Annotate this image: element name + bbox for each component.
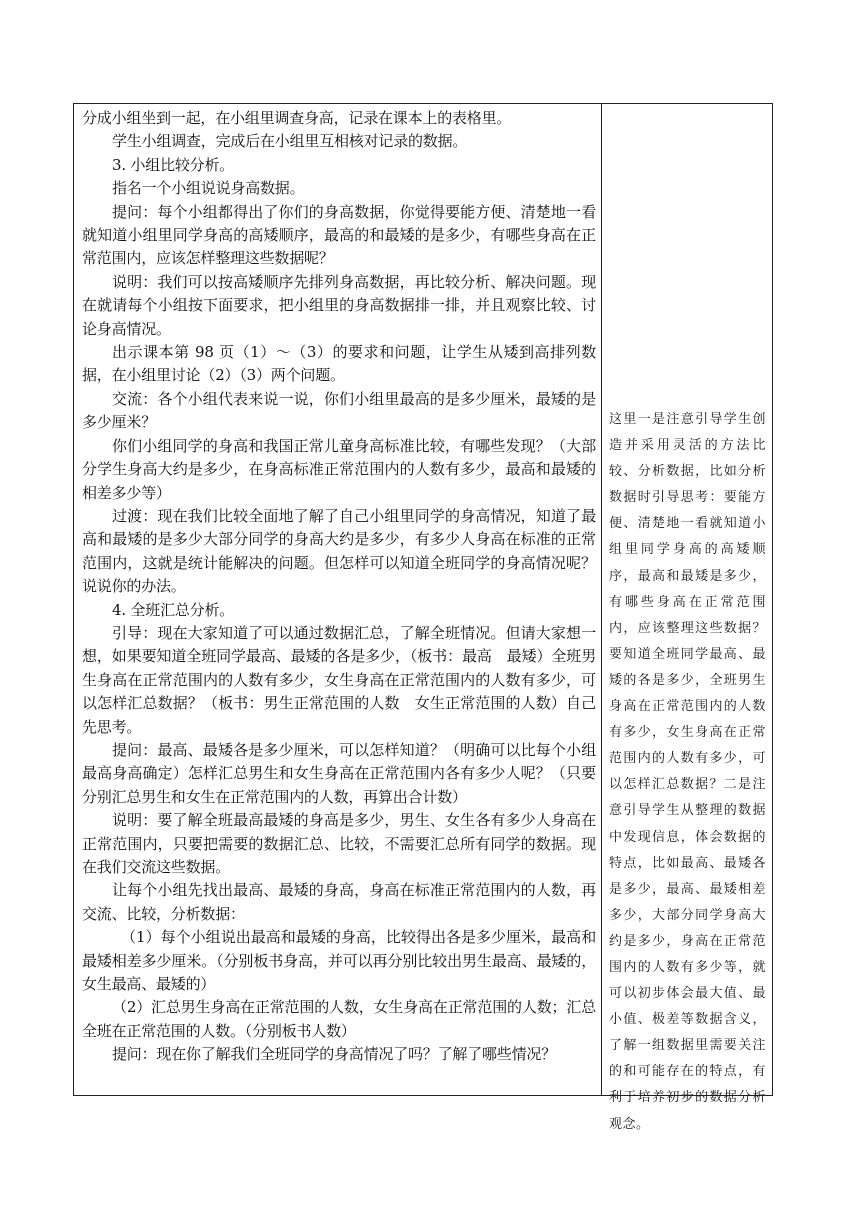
paragraph: 让每个小组先找出最高、最矮的身高，身高在标准正常范围内的人数，再交流、比较，分析数据： <box>82 881 596 923</box>
paragraph: 引导：现在大家知道了可以通过数据汇总，了解全班情况。但请大家想一想，如果要知道全班同学最高、最矮的各是多少，（板书：最高 最矮）全班男生身高在正常范围内的人数有多少，女生身高在正常范围内的人数有多少，可以怎样汇总数据？（板书：男生正常范围的人数 女生正常范围的人数）自己先思考。 <box>82 623 596 736</box>
paragraph: 指名一个小组说说身高数据。 <box>112 179 305 198</box>
lesson-process-cell <box>74 104 602 1095</box>
paragraph: 过渡：现在我们比较全面地了解了自己小组里同学的身高情况，知道了最高和最矮的是多少大部分同学的身高大约是多少，有多少人身高在标准的正常范围内，这就是统计能解决的问题。但怎样可以知道全班同学的身高情况呢？说说你的办法。 <box>82 506 596 596</box>
paragraph: 你们小组同学的身高和我国正常儿童身高标准比较，有哪些发现？（大部分学生身高大约是多少，在身高标准正常范围内的人数有多少，最高和最矮的相差多少等） <box>82 436 596 502</box>
section-heading: 3. 小组比较分析。 <box>112 155 235 174</box>
paragraph: （2）汇总男生身高在正常范围的人数，女生身高在正常范围的人数；汇总全班在正常范围的人数。（分别板书人数） <box>82 998 596 1040</box>
design-note: 这里一是注意引导学生创造并采用灵活的方法比较、分析数据，比如分析数据时引导思考：要能方便、清楚地一看就知道小组里同学身高的高矮顺序，最高和最矮是多少，有哪些身高在正常范围内，应该整理这些数据？要知道全班同学最高、最矮的各是多少，全班男生身高在正常范围内的人数有多少，女生身高在正常范围内的人数有多少，可以怎样汇总数据？二是注意引导学生从整理的数据中发现信息，体会数据的特点，比如最高、最矮各是多少，最高、最矮相差多少，大部分同学身高大约是多少，身高在正常范围内的人数有多少等，就可以初步体会最大值、最小值、极差等数据含义，了解一组数据里需要关注的和可能存在的特点，有利于培养初步的数据分析观念。 <box>609 412 766 1132</box>
paragraph: 学生小组调查，完成后在小组里互相核对记录的数据。 <box>112 132 468 151</box>
lesson-table <box>73 103 773 1132</box>
paragraph: （1）每个小组说出最高和最矮的身高，比较得出各是多少厘米，最高和最矮相差多少厘米。（分别板书身高，并可以再分别比较出男生最高、最矮的，女生最高、最矮的） <box>82 928 596 994</box>
paragraph: 出示课本第 98 页（1）～（3）的要求和问题，让学生从矮到高排列数据，在小组里讨论（2）（3）两个问题。 <box>82 343 596 385</box>
paragraph: 说明：我们可以按高矮顺序先排列身高数据，再比较分析、解决问题。现在就请每个小组按下面要求，把小组里的身高数据排一排，并且观察比较、讨论身高情况。 <box>82 272 596 338</box>
design-intent-cell <box>602 104 772 1132</box>
paragraph: 提问：现在你了解我们全班同学的身高情况了吗？了解了哪些情况？ <box>112 1045 557 1064</box>
paragraph: 说明：要了解全班最高最矮的身高是多少，男生、女生各有多少人身高在正常范围内，只要把需要的数据汇总、比较，不需要汇总所有同学的数据。现在我们交流这些数据。 <box>82 811 596 876</box>
paragraph: 分成小组坐到一起，在小组里调查身高，记录在课本上的表格里。 <box>82 109 512 127</box>
paragraph: 交流：各个小组代表来说一说，你们小组里最高的是多少厘米，最矮的是多少厘米？ <box>82 389 596 432</box>
paragraph: 提问：每个小组都得出了你们的身高数据，你觉得要能方便、清楚地一看就知道小组里同学身高的高矮顺序，最高的和最矮的是多少，有哪些身高在正常范围内，应该怎样整理这些数据呢？ <box>82 202 596 268</box>
section-heading: 4. 全班汇总分析。 <box>112 600 235 619</box>
paragraph: 提问：最高、最矮各是多少厘米，可以怎样知道？（明确可以比每个小组最高身高确定）怎样汇总男生和女生身高在正常范围内各有多少人呢？（只要分别汇总男生和女生在正常范围内的人数，再算出合计数） <box>82 740 596 806</box>
